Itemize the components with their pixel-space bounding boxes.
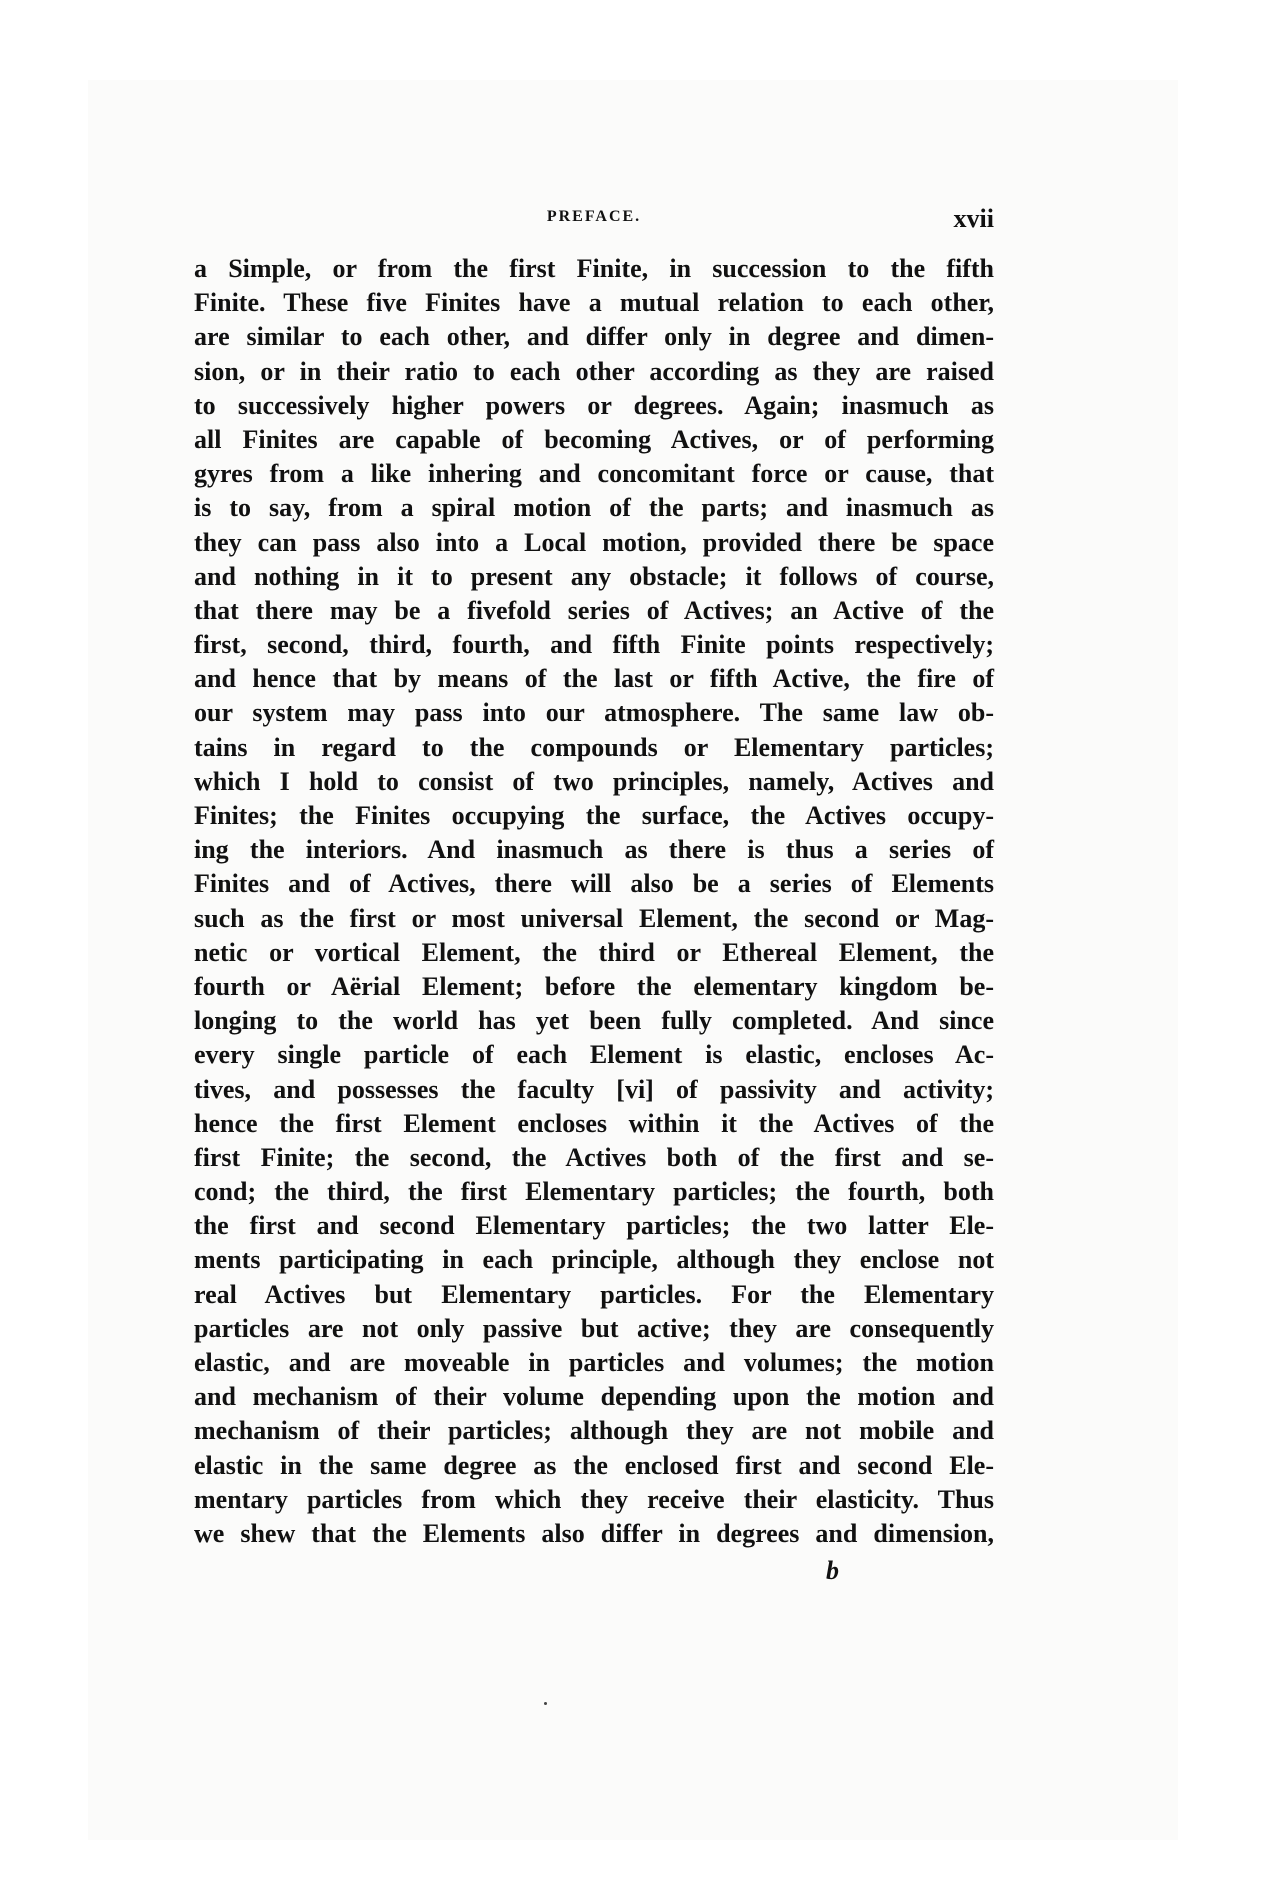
body-text — [194, 252, 994, 1551]
text-line: mechanism of their particles; although they are not mobile and — [194, 1416, 994, 1446]
text-line: first Finite; the second, the Actives both of the first and se- — [194, 1142, 994, 1172]
scan-speck — [544, 1702, 547, 1705]
text-line: longing to the world has yet been fully completed. And since — [194, 1006, 994, 1036]
text-line: elastic, and are moveable in particles and volumes; the motion — [194, 1348, 994, 1377]
text-line: our system may pass into our atmosphere. The same law ob- — [194, 698, 994, 728]
text-line: ments participating in each principle, although they enclose not — [194, 1245, 994, 1275]
text-line: every single particle of each Element is elastic, encloses Ac- — [194, 1040, 994, 1070]
text-line: netic or vortical Element, the third or Ethereal Element, the — [194, 937, 994, 967]
text-line: and mechanism of their volume depending upon the motion and — [194, 1382, 994, 1412]
running-head — [194, 204, 994, 238]
page-number: xvii — [953, 204, 994, 233]
text-line: Finite. These five Finites have a mutual relation to each other, — [194, 288, 994, 318]
text-line: cond; the third, the first Elementary particles; the fourth, both — [194, 1177, 994, 1207]
text-line: tives, and possesses the faculty [vi] of passivity and activity; — [194, 1074, 994, 1104]
text-line: tains in regard to the compounds or Elementary particles; — [194, 732, 994, 762]
text-line: particles are not only passive but active; they are consequently — [194, 1313, 994, 1343]
text-line: all Finites are capable of becoming Actives, or of performing — [194, 424, 994, 454]
text-line: elastic in the same degree as the enclosed first and second Ele- — [194, 1450, 994, 1480]
text-line: that there may be a fivefold series of Actives; an Active of the — [194, 595, 994, 625]
running-title: PREFACE. — [546, 208, 642, 225]
text-line: the first and second Elementary particles; the two latter Ele- — [194, 1211, 994, 1241]
text-line: and nothing in it to present any obstacle; it follows of course, — [194, 561, 994, 591]
text-line: gyres from a like inhering and concomitant force or cause, that — [194, 459, 994, 489]
signature-mark: b — [826, 1556, 839, 1585]
text-line: and hence that by means of the last or fifth Active, the fire of — [194, 664, 994, 694]
text-line: to successively higher powers or degrees. Again; inasmuch as — [194, 390, 994, 420]
text-line: is to say, from a spiral motion of the parts; and inasmuch as — [194, 493, 994, 523]
text-line: real Actives but Elementary particles. For the Elementary — [194, 1279, 994, 1309]
text-line: they can pass also into a Local motion, provided there be space — [194, 527, 994, 557]
text-line: mentary particles from which they receive their elasticity. Thus — [194, 1484, 994, 1514]
text-line: a Simple, or from the first Finite, in succession to the fifth — [194, 254, 994, 283]
text-line: hence the first Element encloses within it the Actives of the — [194, 1108, 994, 1138]
text-line: Finites and of Actives, there will also be a series of Elements — [194, 869, 994, 899]
text-line: Finites; the Finites occupying the surface, the Actives occupy- — [194, 801, 994, 830]
text-line: which I hold to consist of two principles, namely, Actives and — [194, 766, 994, 796]
text-line: we shew that the Elements also differ in degrees and dimension, — [194, 1518, 994, 1548]
text-line: first, second, third, fourth, and fifth Finite points respectively; — [194, 630, 994, 660]
text-line: sion, or in their ratio to each other according as they are raised — [194, 356, 994, 386]
text-line: ing the interiors. And inasmuch as there is thus a series of — [194, 835, 994, 865]
text-line: are similar to each other, and differ only in degree and dimen- — [194, 322, 994, 352]
text-line: fourth or Aërial Element; before the elementary kingdom be- — [194, 971, 994, 1001]
text-line: such as the first or most universal Element, the second or Mag- — [194, 903, 994, 933]
